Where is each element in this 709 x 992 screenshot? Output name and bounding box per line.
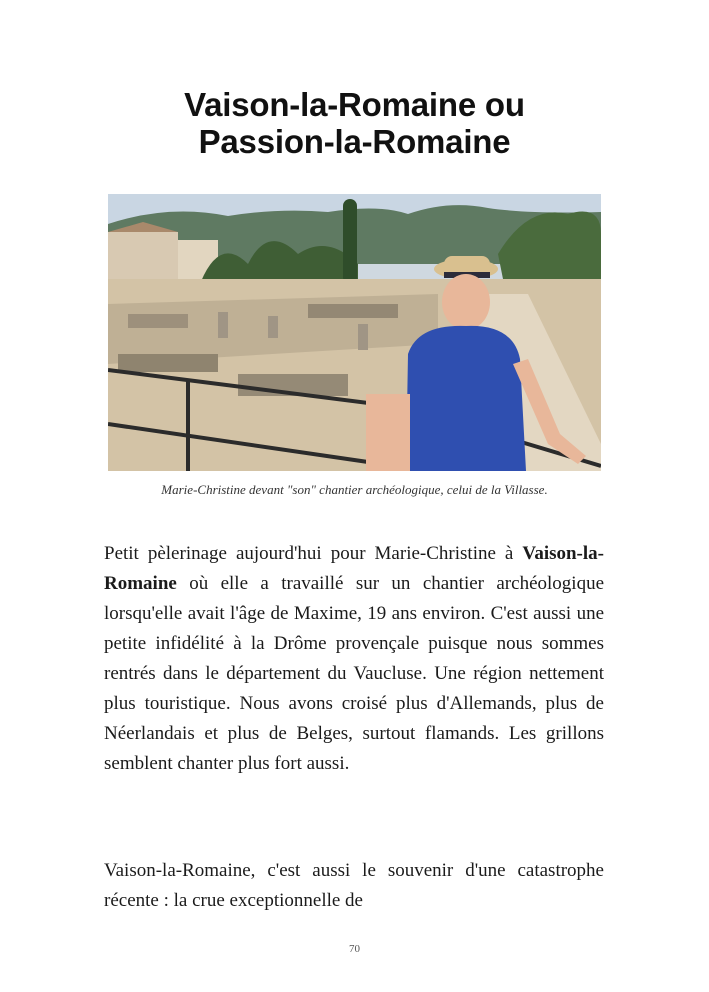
paragraph-1-intro: Petit pèlerinage aujourd'hui pour Marie-Christine à [104,543,523,564]
paragraph-1-place: Vaison-la-Romaine [104,543,604,594]
page-title [60,86,649,160]
paragraph-1 [104,539,604,779]
title-line-2: Passion-la-Romaine [198,123,511,160]
photo-caption: Marie-Christine devant "son" chantier archéologique, celui de la Villasse. [161,482,548,497]
paragraph-2: Vaison-la-Romaine, c'est aussi le souvenir d'une catastrophe récente : la crue exceptionnelle de [104,860,604,911]
page-number: 70 [349,943,360,955]
title-line-1: Vaison-la-Romaine ou [184,86,525,123]
paragraph-1-rest: où elle a travaillé sur un chantier archéologique lorsqu'elle avait l'âge de Maxime, 19 ans environ. C'est aussi une petite infidélité à la Drôme provençale puisque nous sommes rentrés dans le département du Vaucluse. Une région nettement plus touristique. Nous avons croisé plus d'Allemands, plus de Néerlandais et plus de Belges, surtout flamands. Les grillons semblent chanter plus fort aussi. [104,573,604,774]
photo-illustration [108,194,601,471]
photo [108,194,601,471]
